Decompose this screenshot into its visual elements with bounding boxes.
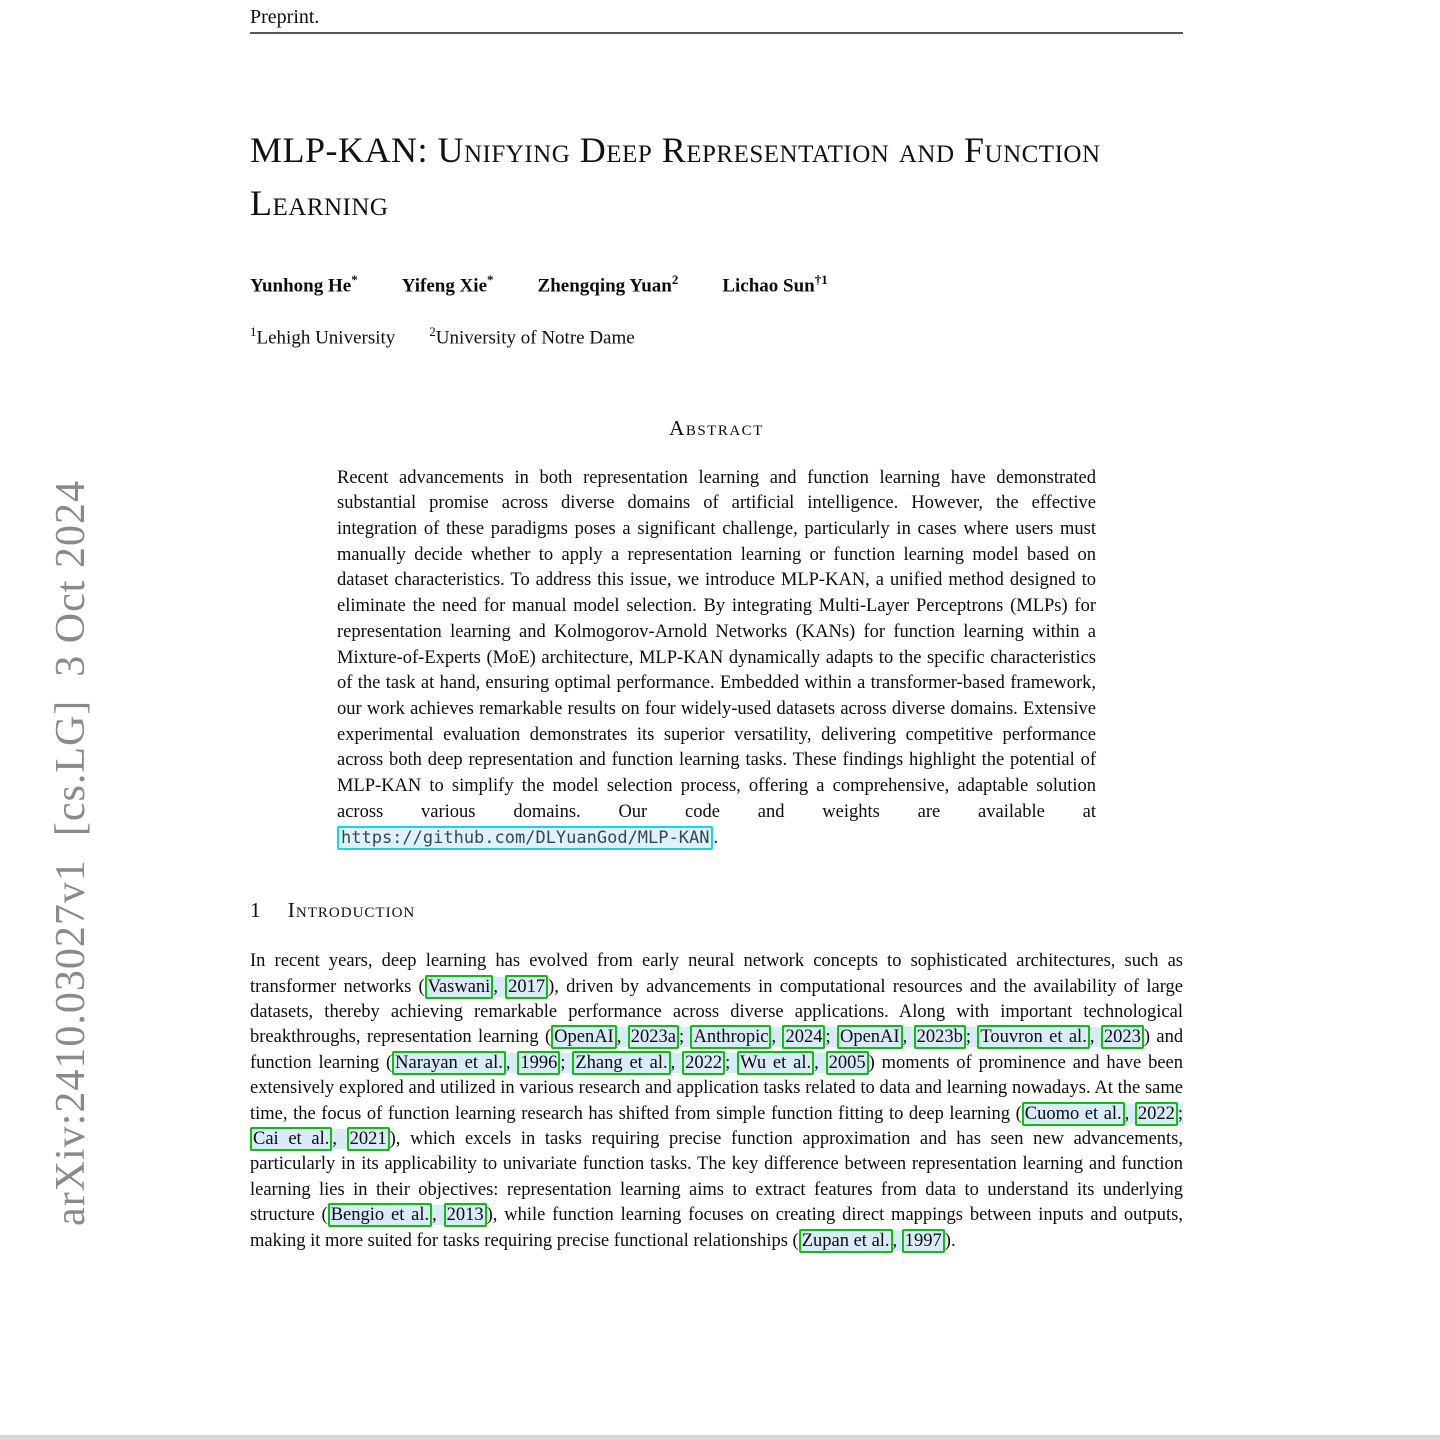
citation-ref[interactable]: OpenAI xyxy=(551,1025,617,1049)
author-name: Yunhong He xyxy=(250,275,352,297)
citation-ref[interactable]: Narayan et al. xyxy=(392,1051,506,1075)
citation-ref[interactable]: 2017 xyxy=(505,975,548,999)
text-run: ) and function learning ( xyxy=(250,1027,1184,1073)
citation-separator: , xyxy=(432,1205,444,1226)
section-title: Introduction xyxy=(287,898,416,923)
citation-separator: , xyxy=(771,1027,783,1048)
citation-separator: , xyxy=(1124,1103,1135,1124)
header-rule xyxy=(250,32,1183,34)
citation-ref[interactable]: 2023a xyxy=(628,1025,679,1049)
arxiv-watermark: arXiv:2410.03027v1 [cs.LG] 3 Oct 2024 xyxy=(48,480,94,1226)
citation-separator: ; xyxy=(1177,1103,1183,1124)
citation-ref[interactable]: Bengio et al. xyxy=(328,1203,432,1227)
citation-ref[interactable]: 1996 xyxy=(517,1051,560,1075)
text-run: ), driven by advancements in computational resources and the availability of large datasets, thereby achieving remarkable performance across diverse applications. Along with important technological breakthroughs, representation learning ( xyxy=(250,976,1183,1048)
citation-separator: ; xyxy=(825,1027,837,1048)
citation-ref[interactable]: Cai et al. xyxy=(250,1127,332,1151)
citation-separator: , xyxy=(902,1027,914,1048)
citation-ref[interactable]: 2005 xyxy=(826,1051,869,1075)
author-4 xyxy=(722,272,827,297)
citation-separator: ; xyxy=(965,1027,978,1048)
affiliation-name: Lehigh University xyxy=(256,327,396,349)
author-list xyxy=(250,272,1183,297)
abstract-final-period: . xyxy=(713,827,719,848)
text-run: In recent years, deep learning has evolved from early neural network concepts to sophisticated architectures, such as transformer networks ( xyxy=(250,951,1183,997)
section-heading-introduction xyxy=(250,898,1183,923)
citation-ref[interactable]: Touvron et al. xyxy=(977,1025,1089,1049)
citation-separator: , xyxy=(493,976,506,997)
paper-title: MLP-KAN: Unifying Deep Representation and Function Learning xyxy=(250,130,1101,223)
author-name: Zhengqing Yuan xyxy=(537,275,672,297)
citation-separator: ; xyxy=(725,1052,738,1073)
affiliation-2 xyxy=(429,324,634,349)
abstract-body-text: Recent advancements in both representation learning and function learning have demonstrated substantial promise across diverse domains of artificial intelligence. However, the effective integration of these paradigms poses a significant challenge, particularly in cases where users must manually decide whether to apply a representation learning or function learning model based on dataset characteristics. To address this issue, we introduce MLP-KAN, a unified method designed to eliminate the need for manual model selection. By integrating Multi-Layer Perceptrons (MLPs) for representation learning and Kolmogorov-Arnold Networks (KANs) for function learning within a Mixture-of-Experts (MoE) architecture, MLP-KAN dynamically adapts to the specific characteristics of the task at hand, ensuring optimal performance. Embedded within a transformer-based framework, our work achieves remarkable results on four widely-used datasets across diverse domains. Extensive experimental evaluation demonstrates its superior versatility, delivering competitive performance across both deep representation and function learning tasks. These findings highlight the potential of MLP-KAN to simplify the model selection process, offering a comprehensive, adaptable solution across various domains. Our code and weights are available at xyxy=(337,467,1096,822)
affiliation-1 xyxy=(250,324,395,349)
affiliation-mark: 2 xyxy=(429,324,436,340)
citation-separator: , xyxy=(892,1230,902,1251)
citation-ref[interactable]: 2013 xyxy=(444,1203,487,1227)
citation-ref[interactable]: 2022 xyxy=(682,1051,725,1075)
affiliation-mark: 1 xyxy=(250,324,257,340)
text-run: ), which excels in tasks requiring precise function approximation and has seen new advancements, particularly in its applicability to univariate function tasks. The key difference between representation learning and function learning lies in their objectives: representation learning aims to extract features from data to understand its underlying structure ( xyxy=(250,1129,1184,1226)
author-mark: 2 xyxy=(671,272,679,287)
citation-separator: , xyxy=(616,1027,628,1048)
affiliation-list xyxy=(250,324,1183,349)
citation-ref[interactable]: 2021 xyxy=(347,1127,390,1151)
author-mark: †1 xyxy=(814,272,828,287)
citation-separator: , xyxy=(670,1052,683,1073)
citation-ref[interactable]: 1997 xyxy=(902,1229,945,1253)
citation-ref[interactable]: Zupan et al. xyxy=(799,1229,893,1253)
text-run: ), while function learning focuses on creating direct mappings between inputs and outputs, making it more suited for tasks requiring precise functional relationships ( xyxy=(250,1205,1183,1251)
citation-ref[interactable]: 2024 xyxy=(782,1025,825,1049)
github-repo-link[interactable]: https://github.com/DLYuanGod/MLP-KAN xyxy=(337,826,713,850)
citation-separator: ; xyxy=(560,1052,573,1073)
citation-ref[interactable]: 2023 xyxy=(1101,1025,1144,1049)
abstract-block xyxy=(250,466,1183,852)
affiliation-name: University of Notre Dame xyxy=(435,327,635,349)
text-run: ) moments of prominence and have been extensively explored and utilized in various research and application tasks related to data and learning nowadays. At the same time, the focus of function learning research has shifted from simple function fitting to deep learning ( xyxy=(250,1052,1184,1124)
author-3 xyxy=(538,272,679,297)
citation-ref[interactable]: Wu et al. xyxy=(737,1051,814,1075)
author-name: Yifeng Xie xyxy=(401,275,488,297)
author-1 xyxy=(250,272,358,297)
author-mark: * xyxy=(487,272,494,287)
citation-separator: , xyxy=(814,1052,826,1073)
citation-separator: , xyxy=(332,1129,347,1150)
author-mark: * xyxy=(351,272,358,287)
citation-ref[interactable]: OpenAI xyxy=(837,1025,903,1049)
citation-ref[interactable]: 2023b xyxy=(914,1025,966,1049)
abstract-text xyxy=(337,466,1096,852)
citation-ref[interactable]: Zhang et al. xyxy=(572,1051,670,1075)
citation-separator: , xyxy=(505,1052,518,1073)
preprint-label: Preprint. xyxy=(250,6,320,28)
text-run: ). xyxy=(944,1230,956,1251)
citation-ref[interactable]: Cuomo et al. xyxy=(1022,1102,1125,1126)
citation-ref[interactable]: 2022 xyxy=(1135,1102,1178,1126)
citation-ref[interactable]: Anthropic xyxy=(690,1025,771,1049)
page-bottom-edge xyxy=(0,1435,1440,1440)
paper-content xyxy=(250,0,1183,1254)
citation-separator: , xyxy=(1089,1027,1101,1048)
abstract-heading: Abstract xyxy=(669,415,764,440)
section-number: 1 xyxy=(250,898,261,923)
author-2 xyxy=(402,272,494,297)
citation-ref[interactable]: Vaswani xyxy=(425,975,494,999)
intro-paragraph xyxy=(250,949,1183,1254)
citation-separator: ; xyxy=(678,1027,691,1048)
author-name: Lichao Sun xyxy=(722,275,815,297)
